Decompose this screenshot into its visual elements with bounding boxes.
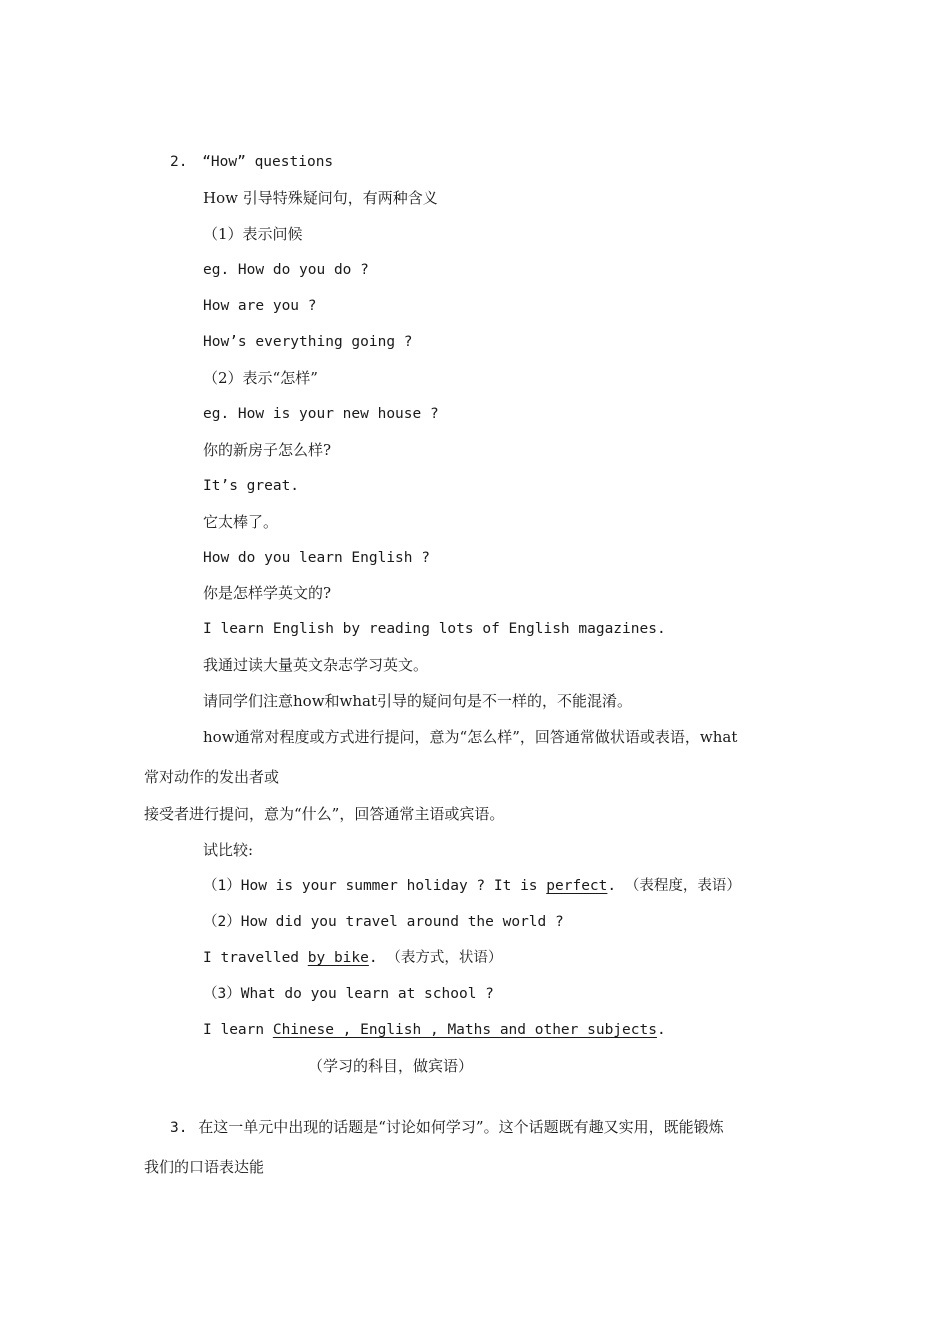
example-7: I learn English by reading lots of English magazines. (203, 621, 666, 637)
compare-2-note: . （表方式，状语） (368, 950, 503, 966)
section-3-line-2: 我们的口语表达能 (144, 1158, 265, 1176)
compare-3-answer-text: I learn (203, 1022, 273, 1038)
intro-line: How 引导特殊疑问句，有两种含义 (203, 189, 438, 207)
compare-label: 试比较: (203, 841, 254, 859)
example-5: It’s great. (203, 478, 300, 494)
example-4: eg. How is your new house ? (203, 406, 439, 422)
example-6: How do you learn English ? (203, 550, 430, 566)
compare-3-note: （学习的科目，做宾语） (308, 1057, 474, 1075)
example-3: How’s everything going ? (203, 334, 413, 350)
compare-2-answer (203, 948, 502, 968)
compare-2: （2）How did you travel around the world ? (203, 914, 564, 930)
example-6-translation: 你是怎样学英文的? (203, 584, 332, 602)
section-2-heading (170, 152, 333, 172)
example-5-translation: 它太棒了。 (203, 513, 279, 531)
compare-3-period: . (656, 1022, 666, 1038)
compare-3-underlined: Chinese , English , Maths and other subjects (272, 1022, 657, 1038)
compare-2-underlined: by bike (307, 950, 369, 966)
meaning-2: （2）表示“怎样” (203, 369, 318, 387)
compare-1-underlined: perfect (546, 878, 608, 894)
compare-1 (203, 876, 741, 896)
example-7-translation: 我通过读大量英文杂志学习英文。 (203, 656, 429, 674)
explanation-line-1: how通常对程度或方式进行提问，意为“怎么样”，回答通常做状语或表语，what (203, 728, 738, 746)
note-line: 请同学们注意how和what引导的疑问句是不一样的，不能混淆。 (203, 692, 633, 710)
example-4-translation: 你的新房子怎么样? (203, 441, 332, 459)
explanation-line-2: 常对动作的发出者或 (144, 768, 280, 786)
section-3-number: 3. (170, 1120, 188, 1136)
section-3-text: 在这一单元中出现的话题是“讨论如何学习”。这个话题既有趣又实用，既能锻炼 (198, 1118, 724, 1136)
section-2-number: 2. (170, 154, 188, 170)
meaning-1: （1）表示问候 (203, 225, 303, 243)
compare-3: （3）What do you learn at school ? (203, 986, 494, 1002)
compare-1-question: （1）How is your summer holiday ? It is (203, 878, 547, 894)
explanation-line-3: 接受者进行提问，意为“什么”，回答通常主语或宾语。 (144, 805, 505, 823)
example-2: How are you ? (203, 298, 317, 314)
compare-2-answer-text: I travelled (203, 950, 308, 966)
compare-3-answer (203, 1020, 666, 1040)
section-3-line-1 (170, 1117, 724, 1138)
example-1: eg. How do you do ? (203, 262, 369, 278)
compare-1-note: . （表程度，表语） (607, 878, 741, 894)
section-2-title: “How” questions (202, 154, 334, 170)
